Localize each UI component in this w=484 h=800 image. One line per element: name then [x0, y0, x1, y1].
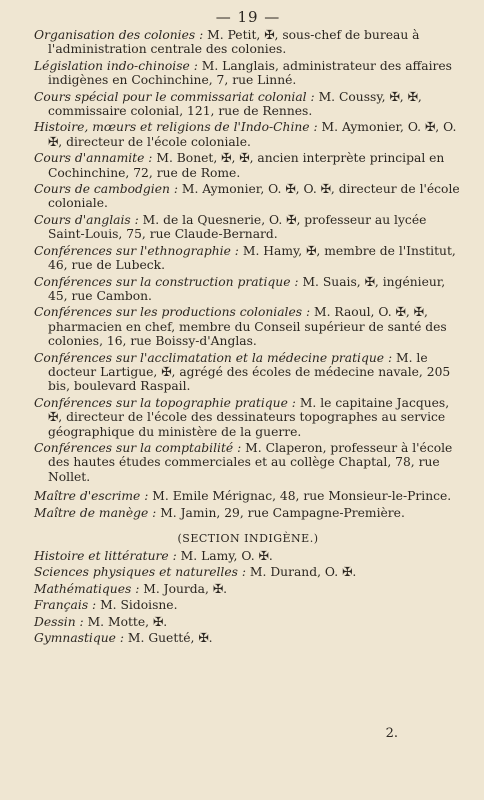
course-text: M. Petit, ✠, sous-chef de bureau à l'administration centrale des colonies. — [48, 28, 420, 57]
course-text: M. Sidoisne. — [96, 598, 178, 613]
course-label: Maître de manège : — [34, 505, 157, 520]
course-label: Gymnastique : — [34, 631, 124, 646]
course-text: M. Raoul, O. ✠, ✠, pharmacien en chef, membre du Conseil supérieur de santé des colonies, 16, rue Boissy-d'Anglas. — [48, 305, 447, 349]
list-item — [34, 598, 462, 612]
list-item — [34, 615, 462, 629]
course-label: Conférences sur la comptabilité : — [34, 440, 242, 455]
course-label: Histoire, mœurs et religions de l'Indo-Chine : — [34, 120, 318, 135]
indigene-list — [34, 549, 462, 645]
course-label: Cours d'annamite : — [34, 151, 153, 166]
signature-mark: 2. — [385, 726, 398, 741]
course-label: Conférences sur la topographie pratique : — [34, 395, 296, 410]
list-item — [34, 565, 462, 579]
course-label: Dessin : — [34, 614, 84, 629]
course-label: Conférences sur l'ethnographie : — [34, 243, 239, 258]
course-text: M. Guetté, ✠. — [124, 631, 213, 646]
course-label: Conférences sur les productions coloniales : — [34, 305, 311, 320]
page-number: — 19 — — [215, 8, 281, 26]
staff-list — [34, 28, 462, 520]
section-heading: (SECTION INDIGÈNE.) — [177, 532, 319, 545]
list-item — [34, 351, 462, 394]
list-item — [34, 275, 462, 304]
list-item — [34, 549, 462, 563]
course-label: Français : — [34, 598, 97, 613]
course-text: M. Lamy, O. ✠. — [176, 549, 273, 563]
course-label: Conférences sur l'acclimatation et la médecine pratique : — [34, 350, 393, 365]
course-label: Histoire et littérature : — [34, 549, 177, 563]
list-item — [34, 582, 462, 596]
course-label: Cours d'anglais : — [34, 212, 139, 227]
course-label: Mathématiques : — [34, 581, 140, 596]
list-item — [34, 631, 462, 645]
course-text: M. le capitaine Jacques, ✠, directeur de l'école des dessinateurs topographes au service géographique du ministère de la guerre. — [48, 395, 450, 439]
course-label: Sciences physiques et naturelles : — [34, 565, 246, 580]
list-item — [34, 90, 462, 119]
list-item — [34, 28, 462, 57]
course-text: M. Hamy, ✠, membre de l'Institut, 46, rue de Lubeck. — [48, 243, 456, 273]
list-item — [34, 489, 462, 503]
course-text: M. Coussy, ✠, ✠, commissaire colonial, 121, rue de Rennes. — [48, 89, 422, 119]
list-item — [34, 120, 462, 149]
course-label: Cours spécial pour le commissariat colonial : — [34, 89, 315, 104]
course-label: Conférences sur la construction pratique : — [34, 274, 299, 289]
course-text: M. Durand, O. ✠. — [246, 565, 357, 580]
course-text: M. Motte, ✠. — [83, 614, 168, 629]
course-text: M. Claperon, professeur à l'école des hautes études commerciales et au collège Chaptal, 78, rue Nollet. — [48, 440, 453, 484]
list-item — [34, 396, 462, 439]
list-item — [34, 59, 462, 88]
list-item — [34, 244, 462, 273]
list-item — [34, 151, 462, 180]
course-text: M. Aymonier, O. ✠, O. ✠, directeur de l'école coloniale. — [48, 120, 457, 149]
course-text: M. Jamin, 29, rue Campagne-Première. — [156, 505, 405, 520]
course-label: Maître d'escrime : — [34, 489, 149, 504]
course-label: Cours de cambodgien : — [34, 182, 178, 197]
course-text: M. de la Quesnerie, O. ✠, professeur au lycée Saint-Louis, 75, rue Claude-Bernard. — [48, 212, 427, 242]
course-text: M. Bonet, ✠, ✠, ancien interprète principal en Cochinchine, 72, rue de Rome. — [48, 151, 445, 180]
course-label: Législation indo-chinoise : — [34, 58, 198, 73]
course-text: M. Langlais, administrateur des affaires indigènes en Cochinchine, 7, rue Linné. — [48, 58, 452, 88]
list-item — [34, 441, 462, 484]
list-item — [34, 506, 462, 520]
course-text: M. Aymonier, O. ✠, O. ✠, directeur de l'école coloniale. — [48, 182, 460, 211]
course-text: M. Suais, ✠, ingénieur, 45, rue Cambon. — [48, 274, 446, 303]
list-item — [34, 305, 462, 348]
list-item — [34, 182, 462, 211]
course-text: M. le docteur Lartigue, ✠, agrégé des écoles de médecine navale, 205 bis, boulevard Raspail. — [48, 350, 451, 394]
list-item — [34, 213, 462, 242]
course-text: M. Jourda, ✠. — [139, 581, 228, 596]
course-text: M. Emile Mérignac, 48, rue Monsieur-le-Prince. — [148, 489, 452, 504]
course-label: Organisation des colonies : — [34, 28, 204, 42]
